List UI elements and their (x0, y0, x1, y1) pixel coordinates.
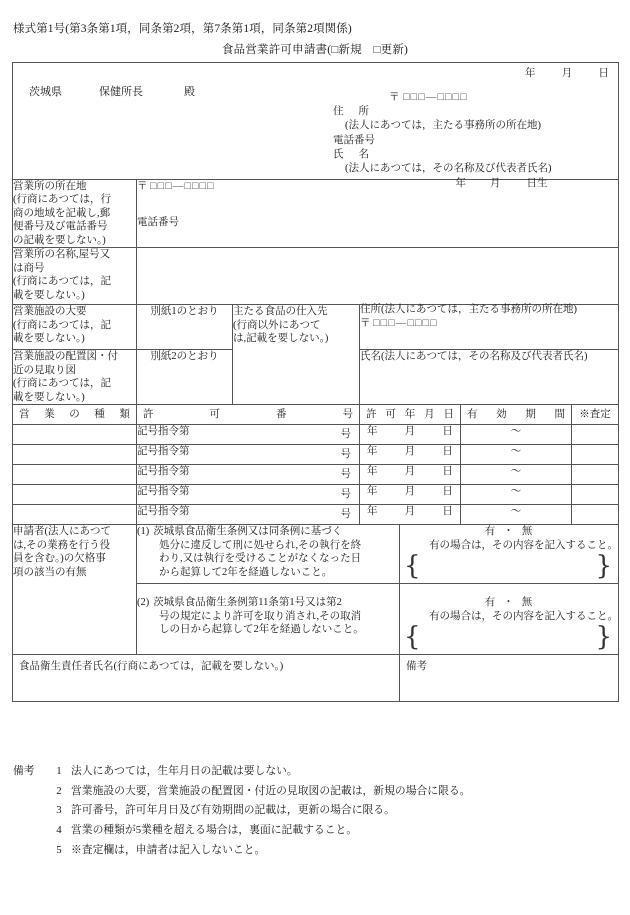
applicant-name-label-line (333, 148, 552, 162)
health-office-label: 保健所長 (99, 86, 143, 98)
permit-header-row (13, 404, 619, 424)
applicant-address-label: 住 所 (333, 106, 369, 118)
permit-col-permit-no (137, 404, 360, 424)
disqualification-item-2-answer[interactable] (400, 584, 619, 655)
permit-no-prefix: 記号指令第 (137, 486, 190, 498)
dq-item-text: から起算して2年を経過しないこと。 (159, 566, 333, 578)
birth-day-label: 日生 (526, 178, 548, 190)
permit-day-label: 日 (442, 466, 454, 478)
dq-item-text: しの日から起算して2年を経過しないこと。 (159, 624, 364, 636)
permit-month-label: 月 (404, 466, 416, 478)
dq-answer-yes[interactable]: 有 (484, 597, 497, 609)
supplier-address-cell[interactable] (360, 305, 619, 350)
footnote-item (13, 782, 470, 802)
permit-row (13, 485, 619, 505)
label-line: 載を要しない。) (13, 289, 85, 301)
dq-answer-no[interactable]: 無 (521, 526, 534, 538)
permit-row (13, 425, 619, 445)
label-line: 載を要しない。) (13, 333, 85, 345)
permit-col-permit-date (360, 404, 461, 424)
label-line: 近の見取り図 (13, 364, 76, 376)
header-text: ※査定 (579, 408, 611, 420)
facility-layout-label-cell (13, 350, 137, 405)
permit-period-cell[interactable]: ～ (461, 485, 572, 505)
dq-answer-yes[interactable]: 有 (484, 526, 497, 538)
permit-number-cell[interactable] (137, 505, 360, 525)
footnote-text: 法人にあつては，生年月日の記載は要しない。 (71, 765, 298, 777)
dq-answer-note: 有の場合は，その内容を記入すること。 (429, 610, 619, 622)
permit-no-prefix: 記号指令第 (137, 426, 190, 438)
supplier-label-cell (233, 305, 360, 405)
date-month-label: 月 (561, 68, 573, 79)
brace-left-icon: { (404, 622, 421, 653)
footnotes (13, 762, 470, 860)
permit-business-type-input[interactable] (13, 485, 137, 505)
permit-number-cell[interactable] (137, 465, 360, 485)
permit-assessment-cell[interactable] (572, 505, 619, 525)
label-line: 項の該当の有無 (13, 566, 87, 578)
label-line: (行商にあつては，行 (13, 194, 111, 206)
birth-month-label: 月 (490, 178, 501, 190)
permit-period-cell[interactable]: ～ (461, 505, 572, 525)
supplier-address-label: 住所(法人にあつては，主たる事務所の所在地) (360, 304, 577, 316)
permit-no-prefix: 記号指令第 (137, 506, 190, 518)
permit-row (13, 505, 619, 525)
permit-period-cell[interactable]: ～ (461, 425, 572, 445)
permit-business-type-input[interactable] (13, 505, 137, 525)
permit-month-label: 月 (404, 426, 416, 438)
dq-item-text: 処分に違反して刑に処せられ,その執行を終 (159, 539, 362, 551)
bottom-row (13, 655, 619, 702)
permit-no-suffix: 号 (340, 429, 351, 441)
permit-no-prefix: 記号指令第 (137, 446, 190, 458)
dq-item-text: 茨城県食品衛生条例第11条第1号又は第2 (153, 597, 342, 609)
dq-item-line (137, 525, 399, 538)
footnote-item (13, 821, 470, 841)
permit-date-cell[interactable] (360, 425, 461, 445)
permit-number-cell[interactable] (137, 425, 360, 445)
dq-item-line (137, 596, 399, 609)
label-line: (行商にあつては，記 (13, 319, 111, 331)
applicant-birthdate-line (333, 177, 552, 191)
footnote-item (13, 841, 470, 861)
permit-number-cell[interactable] (137, 485, 360, 505)
permit-no-suffix: 号 (340, 489, 351, 501)
footnote-index: 3 (56, 804, 62, 817)
dq-item-number: (2) (137, 597, 150, 609)
facility-outline-row (13, 305, 619, 350)
business-zip-boxes: □□□—□□□□ (150, 181, 215, 192)
dq-answer-choices-1[interactable] (400, 525, 618, 538)
permit-no-suffix: 号 (340, 509, 351, 521)
honorific-label: 殿 (184, 86, 195, 98)
brace-left-icon: { (404, 551, 421, 582)
supplier-zip-boxes: □□□—□□□□ (373, 317, 438, 329)
footnote-item (13, 801, 470, 821)
footnotes-heading: 備考 (13, 765, 35, 777)
applicant-phone-label: 電話番号 (333, 134, 375, 146)
permit-col-valid-period (461, 404, 572, 424)
label-line: 載を要しない。) (13, 391, 85, 403)
permit-period-cell[interactable]: ～ (461, 445, 572, 465)
permit-business-type-input[interactable] (13, 465, 137, 485)
dq-answer-note: 有の場合は，その内容を記入すること。 (429, 539, 619, 551)
applicant-zip-boxes: □□□—□□□□ (403, 92, 468, 103)
date-year-label: 年 (524, 68, 536, 79)
shop-name-value-cell[interactable] (137, 248, 619, 305)
applicant-address-label-line (333, 105, 552, 119)
postal-mark-icon: 〒 (137, 181, 148, 192)
label-line: 員を含む。)の欠格事 (13, 553, 106, 565)
label-line: は商号 (13, 262, 45, 274)
remarks-cell[interactable] (400, 655, 619, 702)
dq-answer-separator: ・ (503, 597, 515, 609)
label-line: 営業所の所在地 (13, 181, 87, 192)
disqualification-item-2-text (137, 584, 400, 655)
application-form-table (12, 62, 619, 702)
label-line: は,その業務を行う役 (13, 539, 111, 551)
header-text: 営業の種類 (19, 408, 130, 420)
footnote-text: 許可番号，許可年月日及び有効期間の記載は，更新の場合に限る。 (71, 804, 395, 817)
permit-assessment-cell[interactable] (572, 445, 619, 465)
permit-date-cell[interactable] (360, 485, 461, 505)
label-line: の記載を要しない。) (13, 234, 106, 246)
permit-assessment-cell[interactable] (572, 465, 619, 485)
disqualification-item-1-text (137, 525, 400, 584)
permit-assessment-cell[interactable] (572, 425, 619, 445)
applicant-name-label: 氏 名 (333, 148, 369, 160)
supplier-name-cell[interactable] (360, 350, 619, 405)
dq-item-text: わり,又は執行を受けることがなくなった日 (159, 553, 362, 565)
permit-business-type-input[interactable] (13, 425, 137, 445)
postal-mark-icon: 〒 (360, 317, 371, 329)
dq-answer-separator: ・ (503, 526, 515, 538)
brace-right-icon: } (595, 622, 613, 653)
food-hygiene-supervisor-label: 食品衛生責任者氏名(行商にあつては，記載を要しない。) (19, 661, 284, 673)
permit-year-label: 年 (366, 426, 378, 438)
prefecture-label: 茨城県 (29, 86, 62, 98)
permit-no-suffix: 号 (340, 449, 351, 461)
facility-outline-value: 別紙1のとおり (137, 305, 233, 350)
permit-business-type-input[interactable] (13, 445, 137, 465)
permit-day-label: 日 (442, 486, 454, 498)
dq-item-text: 茨城県食品衛生条例又は同条例に基づく (153, 526, 343, 538)
applicant-info-block (333, 91, 552, 191)
permit-day-label: 日 (442, 446, 454, 458)
form-code: 様式第1号(第3条第1項，同条第2項，第7条第1項，同条第2項関係) (13, 23, 352, 35)
facility-outline-label-cell (13, 305, 137, 350)
header-text: 有効期間 (467, 408, 565, 420)
label-line: (行商にあつては，記 (13, 276, 111, 288)
application-date (525, 67, 609, 80)
disqualification-item-1-answer[interactable] (400, 525, 619, 584)
label-line: は,記載を要しない。) (233, 333, 329, 345)
permit-no-prefix: 記号指令第 (137, 466, 190, 478)
business-location-label-cell (13, 180, 137, 248)
footnote-text: 営業の種類が5業種を超える場合は，裏面に記載すること。 (71, 823, 358, 836)
brace-right-icon: } (595, 551, 613, 582)
permit-date-cell[interactable] (360, 505, 461, 525)
dq-item-text: 号の規定により許可を取り消され,その取消 (159, 610, 362, 622)
footnote-index: 4 (56, 823, 62, 836)
permit-number-cell[interactable] (137, 445, 360, 465)
permit-day-label: 日 (442, 426, 454, 438)
applicant-name-note: (法人にあつては，その名称及び代表者氏名) (345, 162, 552, 174)
disqualification-label-cell (13, 525, 137, 655)
permit-month-label: 月 (404, 506, 416, 518)
dq-answer-no[interactable]: 無 (521, 597, 534, 609)
supplier-name-label: 氏名(法人にあつては，その名称及び代表者氏名) (360, 351, 588, 363)
permit-period-cell[interactable]: ～ (461, 465, 572, 485)
applicant-address-note: (法人にあつては，主たる事務所の所在地) (345, 120, 541, 132)
addressee-line (29, 85, 195, 99)
permit-col-business-type (13, 404, 137, 424)
permit-date-cell[interactable] (360, 445, 461, 465)
label-line: 主たる食品の仕入先 (233, 306, 328, 318)
permit-day-label: 日 (442, 506, 454, 518)
addressee-row (13, 63, 619, 180)
permit-month-label: 月 (404, 486, 416, 498)
food-hygiene-supervisor-cell[interactable] (13, 655, 400, 702)
permit-col-assessment (572, 404, 619, 424)
permit-year-label: 年 (366, 506, 378, 518)
facility-layout-value: 別紙2のとおり (137, 350, 233, 405)
label-line: 営業施設の配置図・付 (13, 351, 118, 363)
label-line: 申請者(法人にあつて (13, 526, 111, 538)
page-title: 食品営業許可申請書(□新規 □更新) (221, 44, 409, 56)
permit-no-suffix: 号 (340, 469, 351, 481)
remarks-label: 備考 (406, 661, 427, 673)
dq-item-number: (1) (137, 526, 150, 538)
disqualification-row-1 (13, 525, 619, 584)
permit-year-label: 年 (366, 486, 378, 498)
dq-detail-input-1[interactable] (400, 551, 618, 582)
shop-name-row (13, 248, 619, 305)
label-line: 商の地域を記載し,郵 (13, 207, 111, 219)
dq-answer-choices-2[interactable] (400, 596, 618, 609)
footnote-text: ※査定欄は，申請者は記入しないこと。 (71, 843, 266, 856)
business-phone-label: 電話番号 (137, 217, 179, 229)
label-line: (行商以外にあつて (233, 319, 321, 331)
header-text: 許可年月日 (366, 408, 454, 420)
date-day-label: 日 (598, 68, 610, 79)
footnote-index: 1 (56, 765, 62, 777)
footnote-index: 2 (56, 784, 62, 797)
label-line: 営業所の名称,屋号又 (13, 249, 111, 261)
footnote-index: 5 (56, 843, 62, 856)
postal-mark-icon: 〒 (389, 92, 400, 103)
birth-year-label: 年 (455, 178, 466, 190)
permit-assessment-cell[interactable] (572, 485, 619, 505)
permit-row (13, 445, 619, 465)
permit-row (13, 465, 619, 485)
supplier-zip-line (360, 317, 618, 330)
label-line: 営業施設の大要 (13, 306, 87, 318)
permit-date-cell[interactable] (360, 465, 461, 485)
permit-year-label: 年 (366, 446, 378, 458)
permit-year-label: 年 (366, 466, 378, 478)
label-line: (行商にあつては，記 (13, 378, 111, 390)
footnote-item (13, 762, 470, 782)
footnote-text: 営業施設の大要，営業施設の配置図・付近の見取図の記載は，新規の場合に限る。 (71, 784, 471, 797)
shop-name-label-cell (13, 248, 137, 305)
applicant-zip-line (333, 91, 552, 105)
header-text: 許可番号 (143, 408, 353, 420)
permit-month-label: 月 (404, 446, 416, 458)
dq-detail-input-2[interactable] (400, 622, 618, 653)
label-line: 便番号及び電話番号 (13, 221, 108, 233)
